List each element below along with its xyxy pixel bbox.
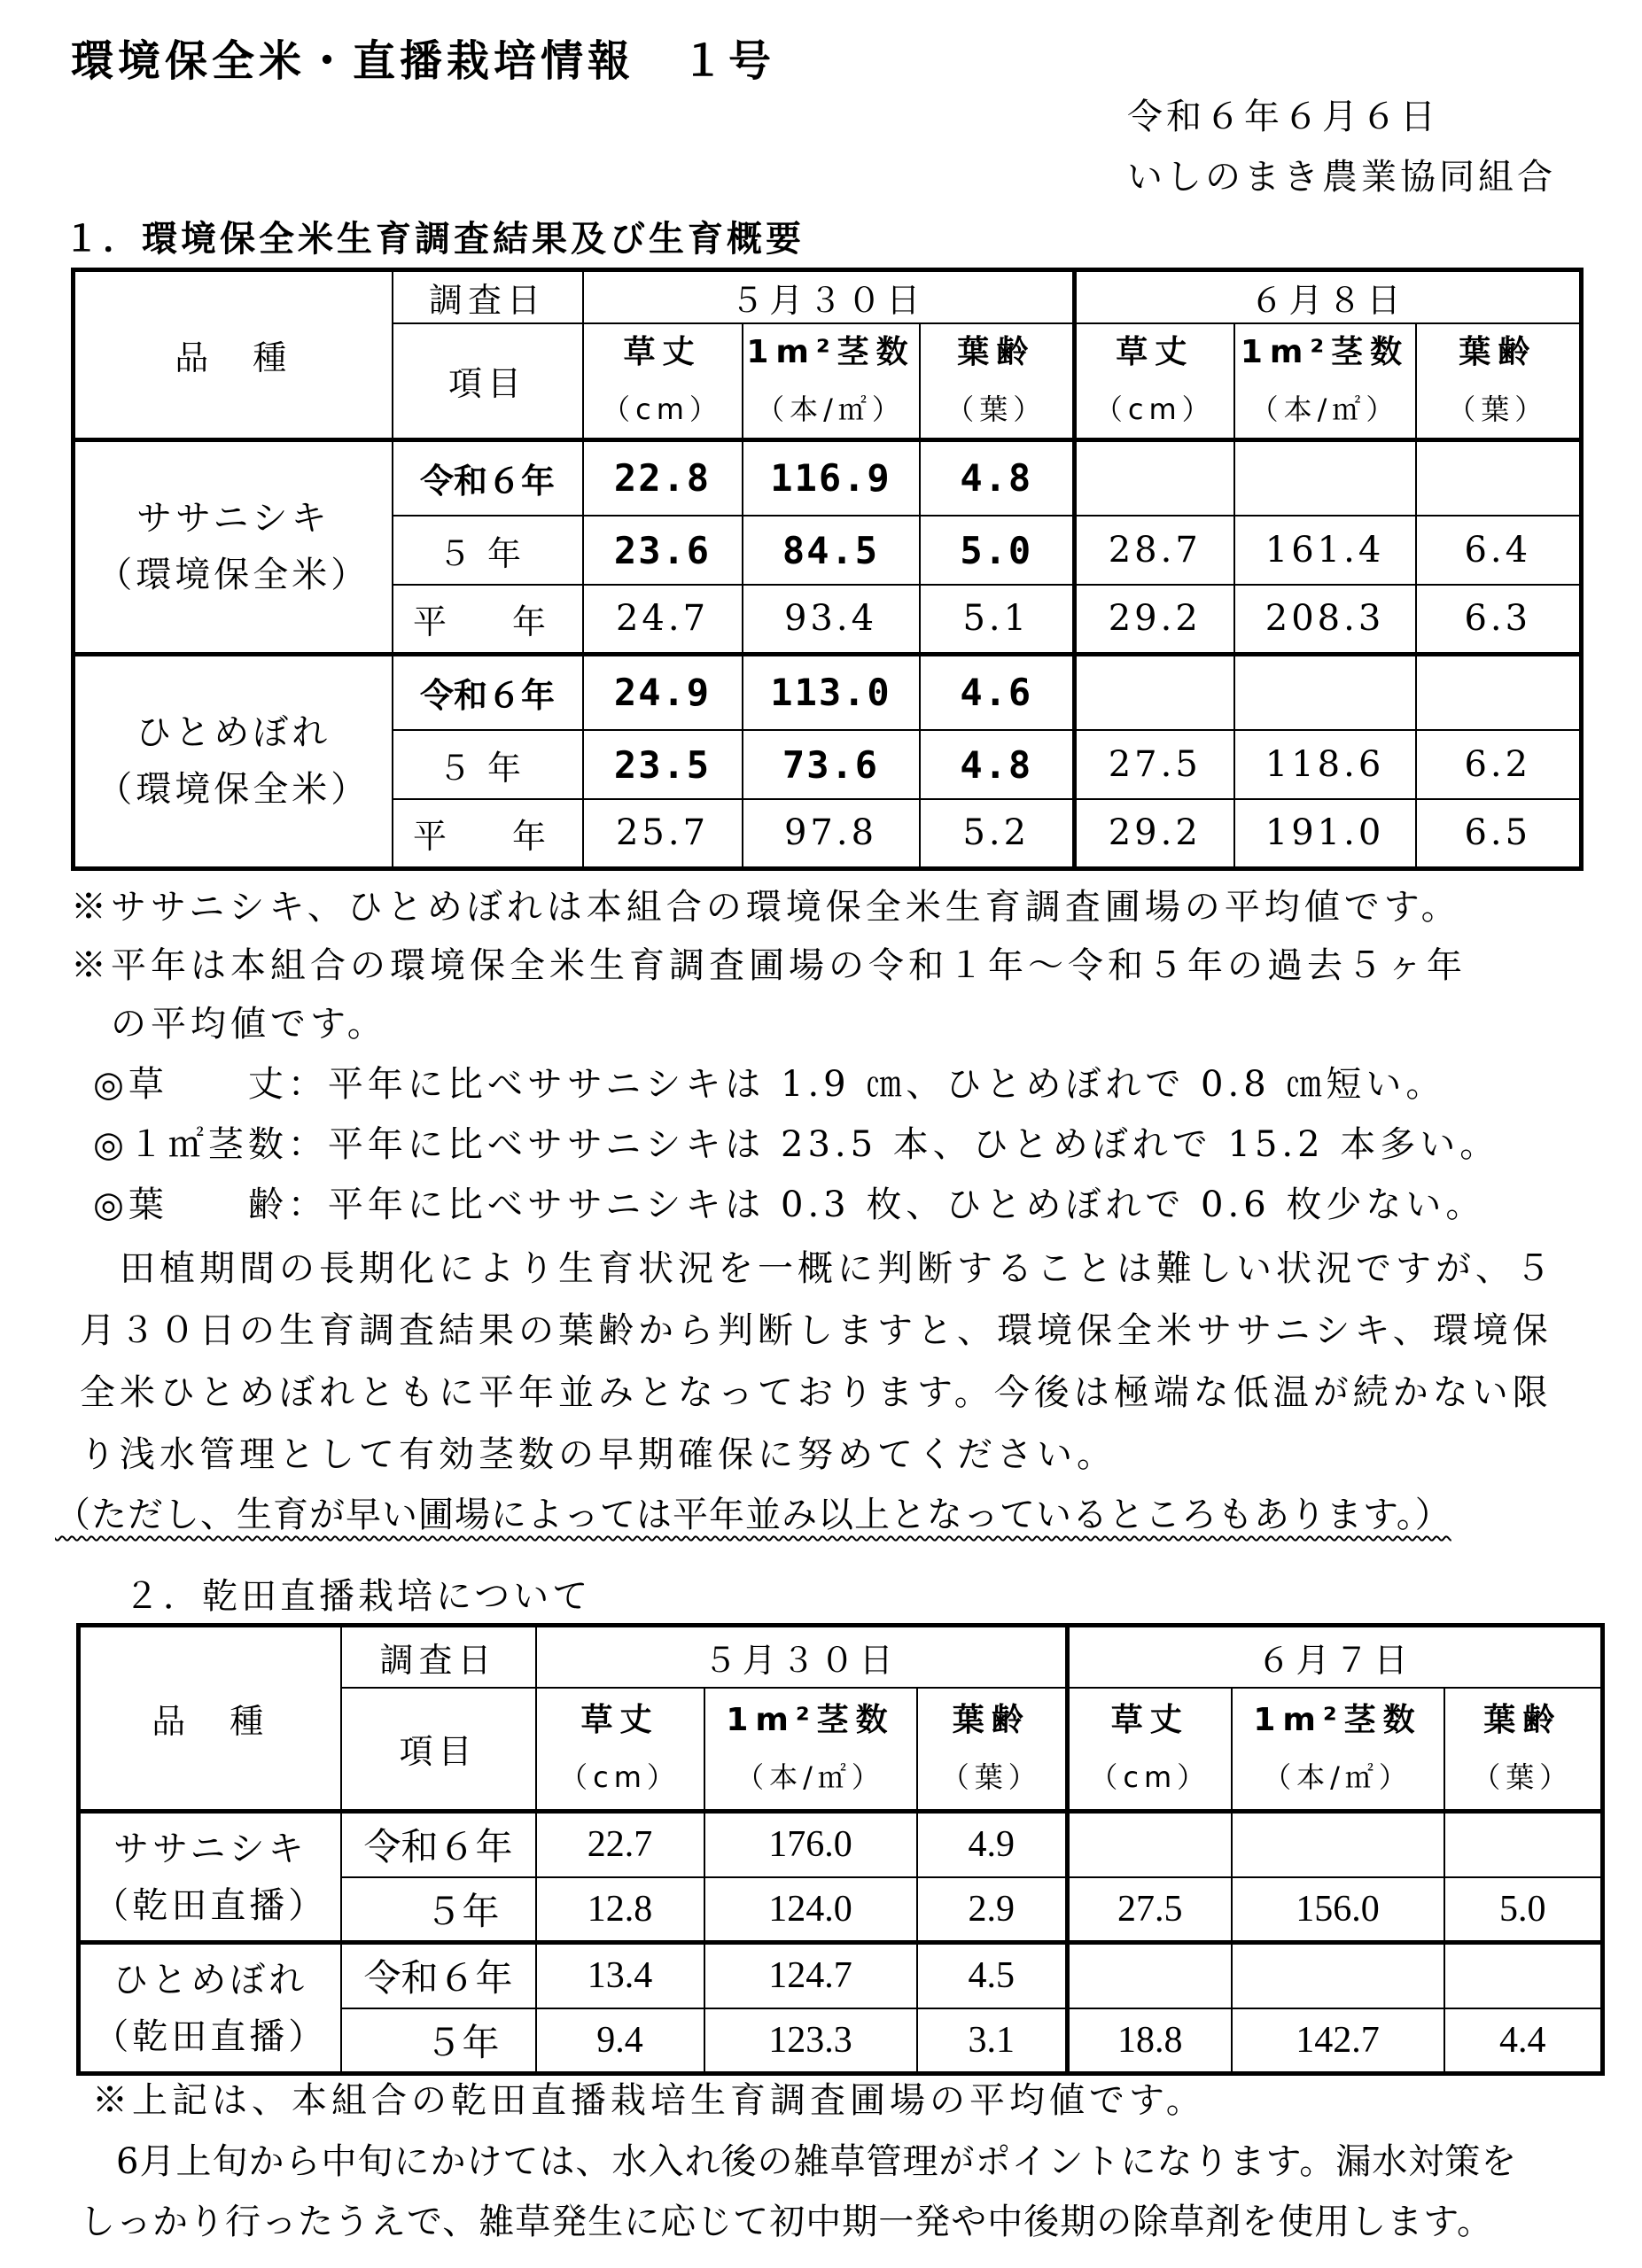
variety-header: 品 種 [79,1626,341,1812]
variety-cell: ひとめぼれ （乾田直播） [79,1943,341,2074]
data-cell [1075,439,1234,516]
year-label: ５年 [341,2008,536,2074]
data-cell [1075,654,1234,730]
data-cell [1416,654,1582,730]
year-label: 令和６年 [393,654,583,730]
data-cell: 4.5 [917,1943,1068,2008]
summary-line: ◎草 丈：平年に比べササニシキは 1.9 ㎝、ひとめぼれで 0.8 ㎝短い。 [53,1064,1446,1105]
data-cell: 176.0 [704,1812,917,1877]
body-paragraph-line: 月３０日の生育調査結果の葉齢から判断しますと、環境保全米ササニシキ、環境保 [80,1310,1553,1351]
data-cell: 27.5 [1075,730,1234,799]
data-cell [1068,1812,1232,1877]
col-header: 葉齢 （葉） [1416,323,1582,440]
year-label: 令和６年 [341,1943,536,2008]
survey-date-label: 調査日 [393,270,583,323]
data-cell: 23.5 [583,730,743,799]
item-label: 項目 [393,323,583,440]
data-cell: 5.1 [920,585,1075,654]
body-paragraph-line: しっかり行ったうえで、雑草発生に応じて初中期一発や中後期の除草剤を使用します。 [80,2202,1493,2242]
data-cell: 118.6 [1234,730,1416,799]
year-label: 令和６年 [393,439,583,516]
col-header: 葉齢 （葉） [917,1688,1068,1812]
data-cell [1416,439,1582,516]
data-cell: 161.4 [1234,516,1416,585]
data-cell: 2.9 [917,1877,1068,1943]
data-cell [1068,1943,1232,2008]
col-header: 草丈 （cm） [1068,1688,1232,1812]
data-cell [1234,654,1416,730]
variety-header: 品 種 [74,270,393,440]
data-cell: 24.7 [583,585,743,654]
data-cell: 22.8 [583,439,743,516]
date-header-2: ６月７日 [1068,1626,1603,1688]
body-paragraph-line: 田植期間の長期化により生育状況を一概に判断することは難しい状況ですが、５ [80,1248,1555,1289]
data-cell [1444,1943,1603,2008]
note-line: の平均値です。 [71,1004,387,1045]
item-label: 項目 [341,1688,536,1812]
date-header-1: ５月３０日 [583,270,1075,323]
data-cell: 73.6 [743,730,920,799]
data-cell: 84.5 [743,516,920,585]
body-paragraph-line: 6月上旬から中旬にかけては、水入れ後の雑草管理がポイントになります。漏水対策を [80,2141,1518,2182]
data-cell: 6.3 [1416,585,1582,654]
data-cell: 93.4 [743,585,920,654]
data-cell: 28.7 [1075,516,1234,585]
col-header: 葉齢 （葉） [920,323,1075,440]
data-cell: 12.8 [536,1877,704,1943]
data-cell: 6.5 [1416,799,1582,868]
data-cell: 124.7 [704,1943,917,2008]
data-cell: 22.7 [536,1812,704,1877]
data-cell: 4.6 [920,654,1075,730]
data-cell: 5.2 [920,799,1075,868]
data-cell: 97.8 [743,799,920,868]
data-cell: 156.0 [1232,1877,1444,1943]
data-cell: 13.4 [536,1943,704,2008]
note-line: ※ササニシキ、ひとめぼれは本組合の環境保全米生育調査圃場の平均値です。 [71,887,1461,928]
data-cell: 113.0 [743,654,920,730]
caveat-line: （ただし、生育が早い圃場によっては平年並み以上となっているところもあります。） [55,1495,1451,1535]
data-cell: 123.3 [704,2008,917,2074]
date-header-1: ５月３０日 [536,1626,1068,1688]
table-row [79,1812,1603,1877]
data-cell: 27.5 [1068,1877,1232,1943]
data-cell [1232,1812,1444,1877]
data-cell: 29.2 [1075,799,1234,868]
col-header: 1m²茎数 （本/㎡） [743,323,920,440]
growth-survey-table [71,268,1584,871]
data-cell [1444,1812,1603,1877]
data-cell: 4.4 [1444,2008,1603,2074]
col-header: 葉齢 （葉） [1444,1688,1603,1812]
table-row [74,654,1582,730]
data-cell: 24.9 [583,654,743,730]
data-cell: 25.7 [583,799,743,868]
col-header: 1m²茎数 （本/㎡） [1234,323,1416,440]
survey-date-label: 調査日 [341,1626,536,1688]
data-cell [1232,1943,1444,2008]
year-label: 平 年 [393,799,583,868]
data-cell: 208.3 [1234,585,1416,654]
variety-cell: ササニシキ （乾田直播） [79,1812,341,1943]
data-cell: 4.9 [917,1812,1068,1877]
issue-date: 令和６年６月６日 [1127,97,1439,137]
year-label: ５年 [393,516,583,585]
summary-line: ◎葉 齢：平年に比べササニシキは 0.3 枚、ひとめぼれで 0.6 枚少ない。 [53,1184,1486,1225]
col-header: 草丈 （cm） [1075,323,1234,440]
data-cell: 191.0 [1234,799,1416,868]
data-cell: 5.0 [920,516,1075,585]
year-label: ５年 [393,730,583,799]
data-cell: 3.1 [917,2008,1068,2074]
year-label: ５年 [341,1877,536,1943]
data-cell: 6.2 [1416,730,1582,799]
year-label: 令和６年 [341,1812,536,1877]
data-cell: 18.8 [1068,2008,1232,2074]
table-row [79,1943,1603,2008]
data-cell: 29.2 [1075,585,1234,654]
table-row [74,439,1582,516]
variety-cell: ひとめぼれ （環境保全米） [74,654,393,868]
col-header: 1m²茎数 （本/㎡） [704,1688,917,1812]
data-cell: 23.6 [583,516,743,585]
data-cell: 4.8 [920,439,1075,516]
data-cell: 5.0 [1444,1877,1603,1943]
direct-seeding-table [76,1623,1605,2076]
body-paragraph-line: り浅水管理として有効茎数の早期確保に努めてください。 [80,1434,1117,1475]
body-paragraph-line: 全米ひとめぼれともに平年並みとなっております。今後は極端な低温が続かない限 [80,1372,1553,1413]
data-cell [1234,439,1416,516]
data-cell: 116.9 [743,439,920,516]
summary-line: ◎１㎡茎数：平年に比べササニシキは 23.5 本、ひとめぼれで 15.2 本多い。 [53,1124,1500,1165]
variety-cell: ササニシキ （環境保全米） [74,439,393,654]
data-cell: 124.0 [704,1877,917,1943]
date-header-2: ６月８日 [1075,270,1582,323]
col-header: 草丈 （cm） [536,1688,704,1812]
organization-name: いしのまき農業協同組合 [1127,157,1556,198]
data-cell: 4.8 [920,730,1075,799]
note-line: ※平年は本組合の環境保全米生育調査圃場の令和１年～令和５年の過去５ヶ年 [71,945,1467,986]
document-title: 環境保全米・直播栽培情報 １号 [71,36,776,86]
data-cell: 6.4 [1416,516,1582,585]
section2-heading: ２．乾田直播栽培について [124,1576,592,1617]
note-line: ※上記は、本組合の乾田直播栽培生育調査圃場の平均値です。 [92,2080,1206,2121]
year-label: 平 年 [393,585,583,654]
col-header: 1m²茎数 （本/㎡） [1232,1688,1444,1812]
section1-heading: １．環境保全米生育調査結果及び生育概要 [64,219,805,260]
col-header: 草丈 （cm） [583,323,743,440]
data-cell: 142.7 [1232,2008,1444,2074]
data-cell: 9.4 [536,2008,704,2074]
